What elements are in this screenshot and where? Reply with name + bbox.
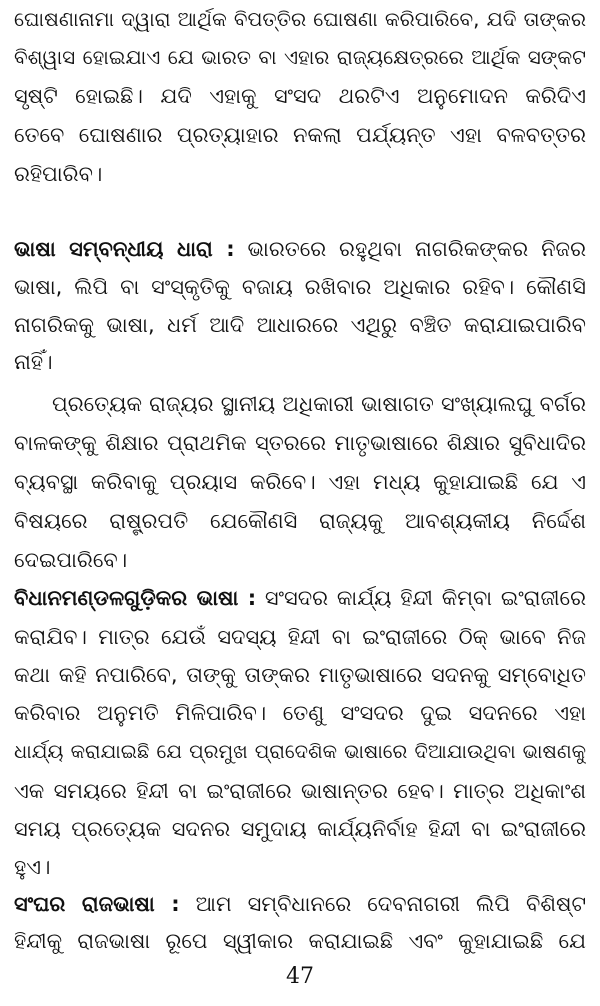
text-line: ଭାଷା, ଲିପି ବା ସଂସ୍କୃତିକୁ ବଜାୟ ରଖିବାର ଅଧିକାର ରହିବ। କୌଣସି: [14, 275, 586, 299]
text-run: ସଂସଦର କାର୍ଯ୍ୟ ହିନ୍ଦୀ କିମ୍ବା ଇଂରାଜୀରେ: [256, 586, 586, 610]
text-line: ପ୍ରତ୍ୟେକ ରାଜ୍ୟର ସ୍ଥାନୀୟ ଅଧିକାରୀ ଭାଷାଗତ ସଂଖ୍ୟାଲଘୁ ବର୍ଗର: [52, 392, 586, 416]
text-run: ଭାରତରେ ରହୁଥିବା ନାଗରିକଙ୍କର ନିଜର: [234, 237, 586, 261]
text-line: ଦେଇପାରିବେ।: [14, 548, 128, 572]
text-line: ଏକ ସମୟରେ ହିନ୍ଦୀ ବା ଇଂରାଜୀରେ ଭାଷାନ୍ତର ହେବ। ମାତ୍ର ଅଧିକାଂଶ: [14, 779, 586, 803]
section-heading-legislature-language: ବିଧାନମଣ୍ଡଳଗୁଡ଼ିକର ଭାଷା :: [14, 586, 257, 610]
text-line: ବିଷୟରେ ରାଷ୍ଟ୍ରପତି ଯେକୌଣସି ରାଜ୍ୟକୁ ଆବଶ୍ୟକୀୟ ନିର୍ଦ୍ଦେଶ: [14, 509, 586, 533]
text-line: ନାଗରିକକୁ ଭାଷା, ଧର୍ମ ଆଦି ଆଧାରରେ ଏଥିରୁ ବଞ୍ଚିତ କରାଯାଇପାରିବ: [14, 313, 586, 337]
text-line: ସୃଷ୍ଟି ହୋଇଛି। ଯଦି ଏହାକୁ ସଂସଦ ଥରଟିଏ ଅନୁମୋଦନ କରିଦିଏ: [14, 84, 586, 108]
text-line: ସମୟ ପ୍ରତ୍ୟେକ ସଦନର ସମୁଦାୟ କାର୍ଯ୍ୟନିର୍ବାହ ହିନ୍ଦୀ ବା ଇଂରାଜୀରେ: [14, 817, 586, 841]
text-line: ହିନ୍ଦୀକୁ ରାଜଭାଷା ରୂପେ ସ୍ୱୀକାର କରାଯାଇଛି ଏବଂ କୁହାଯାଇଛି ଯେ: [14, 929, 586, 953]
text-line: କରିବାର ଅନୁମତି ମିଳିପାରିବ। ତେଣୁ ସଂସଦର ଦୁଇ ସଦନରେ ଏହା: [14, 701, 586, 725]
text-line: କରାଯିବ। ମାତ୍ର ଯେଉଁ ସଦସ୍ୟ ହିନ୍ଦୀ ବା ଇଂରାଜୀରେ ଠିକ୍ ଭାବେ ନିଜ: [14, 625, 586, 649]
section-line: [14, 230, 586, 268]
text-line: ଘୋଷଣାନାମା ଦ୍ୱାରା ଆର୍ଥିକ ବିପତ୍ତିର ଘୋଷଣା କରିପାରିବେ, ଯଦି ତାଙ୍କର: [14, 7, 586, 31]
text-line: ତେବେ ଘୋଷଣାର ପ୍ରତ୍ୟାହାର ନକଲା ପର୍ଯ୍ୟନ୍ତ ଏହା ବଳବତ୍ତର: [14, 123, 586, 147]
text-line: ବିଶ୍ୱାସ ହୋଇଯାଏ ଯେ ଭାରତ ବା ଏହାର ରାଜ୍ୟକ୍ଷେତ୍ରରେ ଆର୍ଥିକ ସଙ୍କଟ: [14, 45, 586, 69]
text-line: ହୁଏ।: [14, 855, 51, 879]
text-line: ଧାର୍ଯ୍ୟ କରାଯାଇଛି ଯେ ପ୍ରମୁଖ ପ୍ରାଦେଶିକ ଭାଷାରେ ଦିଆଯାଉଥିବା ଭାଷଣକୁ: [14, 740, 586, 763]
text-line: ରହିପାରିବ।: [14, 162, 103, 186]
section-heading-language-provisions: ଭାଷା ସମ୍ବନ୍ଧୀୟ ଧାରା :: [14, 237, 235, 261]
text-run: ଆମ ସମ୍ବିଧାନରେ ଦେବନାଗରୀ ଲିପି ବିଶିଷ୍ଟ: [179, 892, 586, 916]
section-line: [14, 885, 586, 923]
section-line: [14, 579, 586, 617]
text-line: ନାହିଁ।: [14, 350, 53, 374]
page-number: 47: [286, 964, 314, 989]
text-line: କଥା କହି ନପାରିବେ, ତାଙ୍କୁ ତାଙ୍କର ମାତୃଭାଷାରେ ସଦନକୁ ସମ୍ବୋଧିତ: [14, 663, 586, 687]
text-line: ବାଳକଙ୍କୁ ଶିକ୍ଷାର ପ୍ରାଥମିକ ସ୍ତରରେ ମାତୃଭାଷାରେ ଶିକ୍ଷାର ସୁବିଧାଦିର: [14, 431, 586, 455]
section-heading-official-language: ସଂଘର ରାଜଭାଷା :: [14, 892, 180, 916]
text-line: ବ୍ୟବସ୍ଥା କରିବାକୁ ପ୍ରୟାସ କରିବେ। ଏହା ମଧ୍ୟ କୁହାଯାଇଛି ଯେ ଏ: [14, 470, 586, 494]
